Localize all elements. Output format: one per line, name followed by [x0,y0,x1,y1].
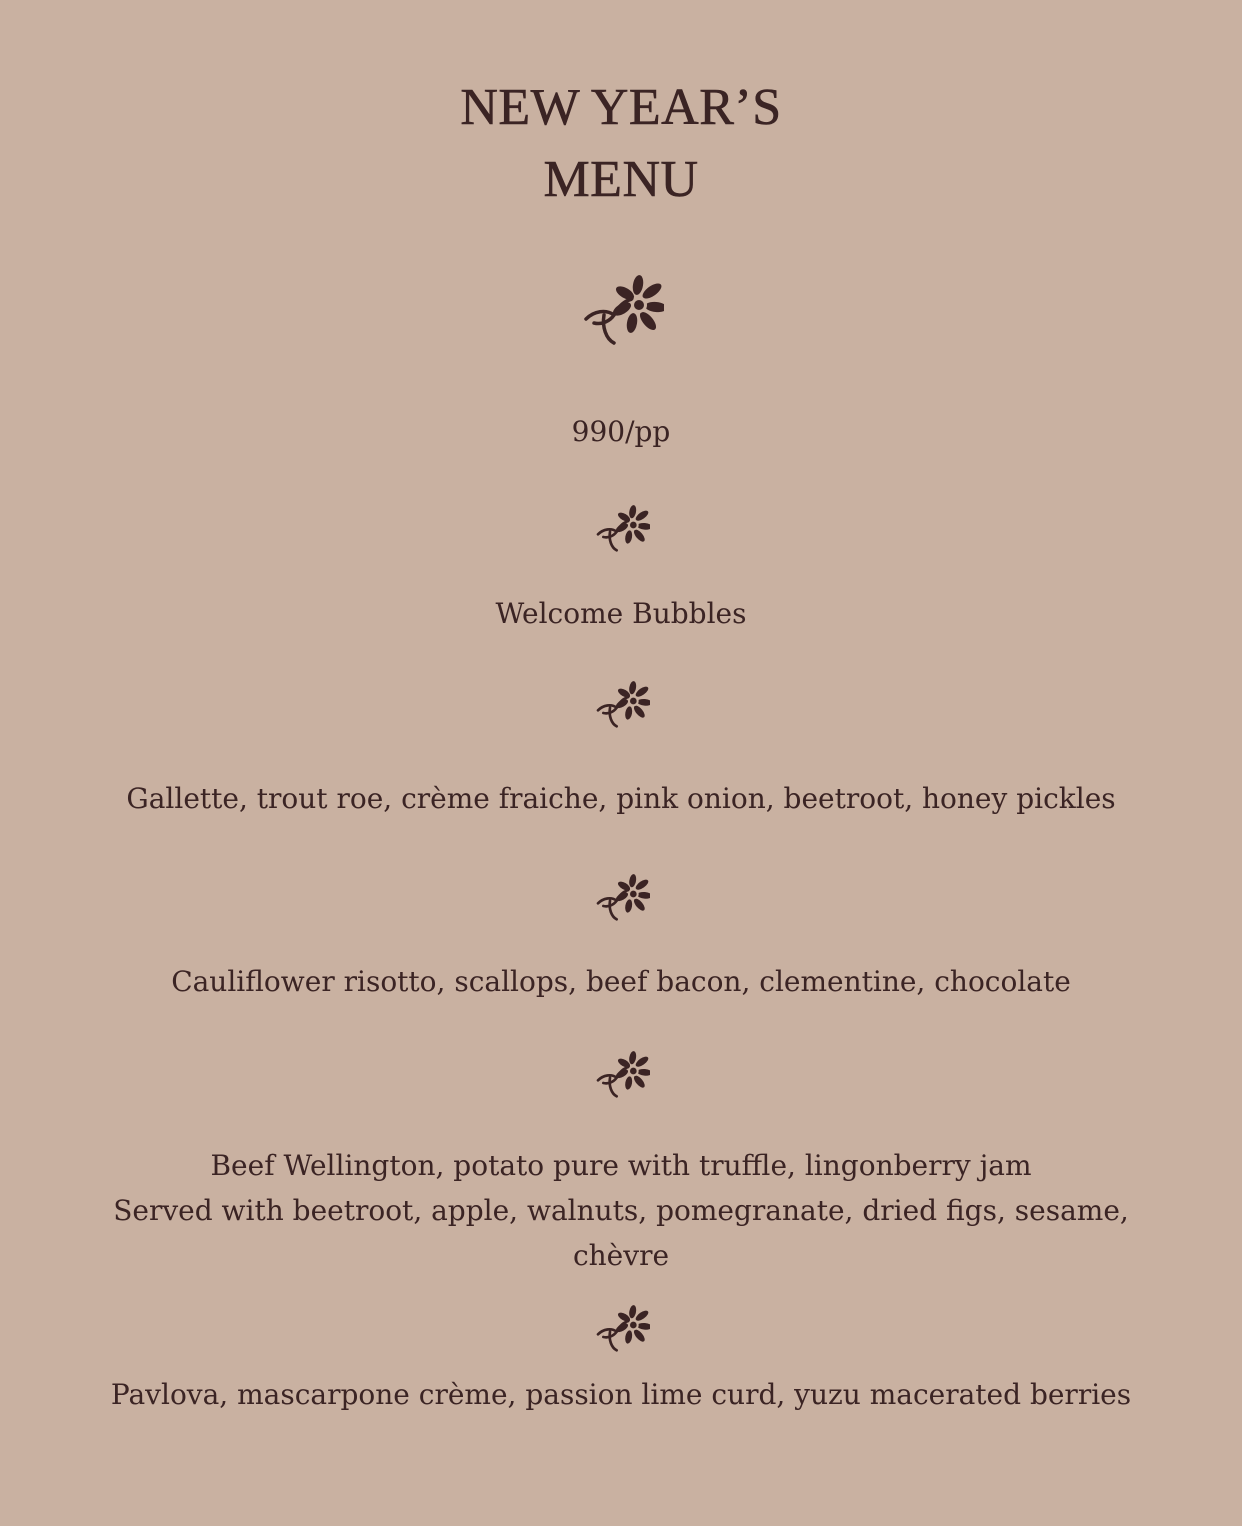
flower-sprig-icon [580,275,664,347]
menu-title-line-1: NEW YEAR’S [460,79,782,136]
flower-sprig-icon [594,505,650,553]
flower-sprig-icon [594,681,650,729]
flower-sprig-icon [594,874,650,922]
flower-sprig-icon [594,1305,650,1353]
price: 990/pp [571,415,671,448]
dessert: Pavlova, mascarpone crème, passion lime curd, yuzu macerated berries [110,1378,1132,1411]
flower-sprig-icon [594,1051,650,1099]
course-3-line-3: chèvre [572,1239,670,1272]
course-3-line-2: Served with beetroot, apple, walnuts, pomegranate, dried figs, sesame, [113,1194,1129,1227]
flower-sprig-icon [594,681,650,729]
flower-sprig-icon [594,874,650,922]
flower-sprig-icon [594,1051,650,1099]
course-2: Cauliflower risotto, scallops, beef bacon, clementine, chocolate [171,965,1071,998]
flower-sprig-icon [594,1305,650,1353]
flower-sprig-icon [594,505,650,553]
course-1: Gallette, trout roe, crème fraiche, pink onion, beetroot, honey pickles [126,782,1116,815]
welcome-item: Welcome Bubbles [495,597,747,630]
menu-title-line-2: MENU [543,151,699,208]
course-3-line-1: Beef Wellington, potato pure with truffle, lingonberry jam [210,1149,1032,1182]
flower-sprig-icon [580,275,664,347]
